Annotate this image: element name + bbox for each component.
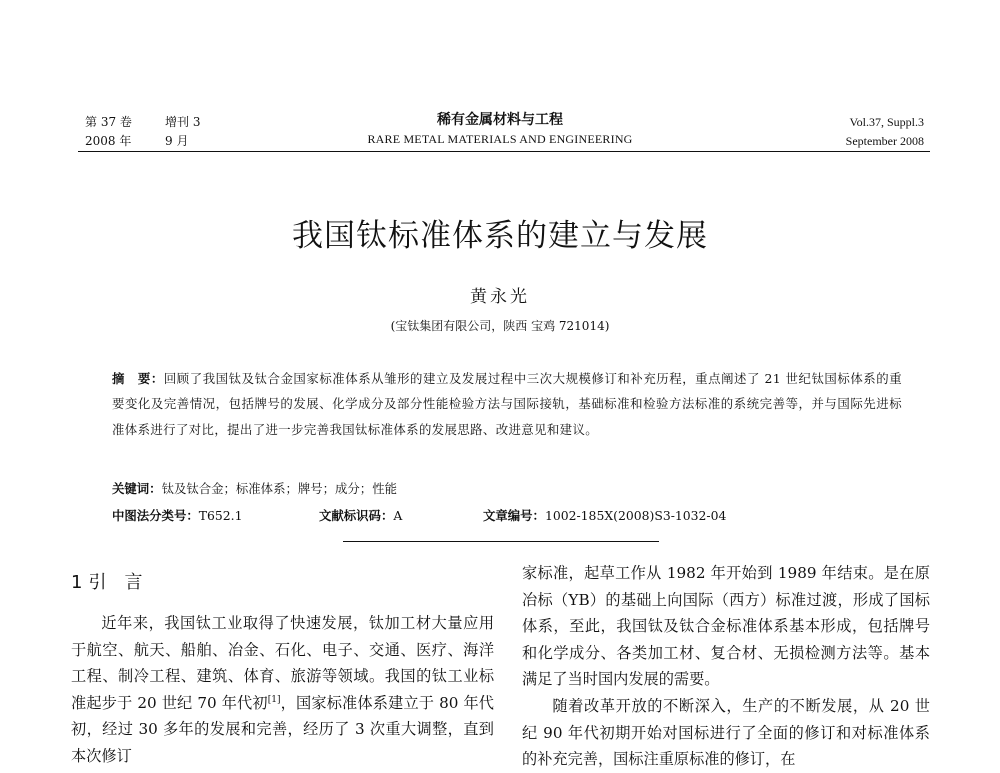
keywords <box>112 479 902 499</box>
article-id-label: 文章编号： <box>483 508 545 523</box>
abstract-text: 回顾了我国钛及钛合金国家标准体系从雏形的建立及发展过程中三次大规模修订和补充历程，重点阐述了 21 世纪钛国标体系的重要变化及完善情况，包括牌号的发展、化学成分及部分性能检验方法与国际接轨，基础标准和检验方法标准的系统完善等，并与国际先进标准体系进行了对比，提出了进一步完善我国钛标准体系的发展思路、改进意见和建议。 <box>112 371 902 437</box>
article-id-field <box>483 506 726 526</box>
supplement-label: 增刊 3 <box>165 115 201 129</box>
header-left <box>85 113 200 151</box>
journal-name <box>300 110 700 149</box>
section-number: 1 <box>71 572 83 593</box>
clc-field <box>112 506 242 526</box>
article-title: 我国钛标准体系的建立与发展 <box>292 218 708 254</box>
section-title: 引 言 <box>88 572 143 593</box>
doc-code-field <box>319 506 402 526</box>
abstract-label: 摘 要： <box>112 371 164 386</box>
article-author: 黄永光 <box>470 287 530 307</box>
year-label: 2008 年 <box>85 134 132 148</box>
date-en: September 2008 <box>845 134 924 148</box>
doc-code-value: A <box>393 508 403 523</box>
abstract-divider <box>343 541 659 542</box>
right-paragraph-1: 家标准，起草工作从 1982 年开始到 1989 年结束。是在原冶标（YB）的基础上向国际（西方）标准过渡，形成了国标体系，至此，我国钛及钛合金标准体系基本形成，包括牌号和化学成分、各类加工材、复合材、无损检测方法等。基本满足了当时国内发展的需要。 <box>522 564 930 689</box>
clc-value: T652.1 <box>198 508 243 523</box>
keywords-label: 关键词： <box>112 481 162 496</box>
body-column-right <box>522 560 930 773</box>
citation-ref[interactable]: [1] <box>267 694 281 705</box>
abstract <box>112 366 902 442</box>
body-column-left <box>71 560 494 770</box>
intro-paragraph-cont: ，国家标准体系建立于 80 年代初，经过 30 多年的发展和完善，经历了 3 次重大调整，直到本次修订 <box>71 693 494 765</box>
volume-label: 第 37 卷 <box>85 115 132 129</box>
clc-label: 中图法分类号： <box>112 508 199 523</box>
intro-paragraph <box>71 610 494 770</box>
journal-name-cn: 稀有金属材料与工程 <box>437 112 563 128</box>
month-label: 9 月 <box>165 134 189 148</box>
intro-paragraph-text: 近年来，我国钛工业取得了快速发展，钛加工材大量应用于航空、航天、船舶、冶金、石化、电子、交通、医疗、海洋工程、制冷工程、建筑、体育、旅游等领域。我国的钛工业标准起步于 20 世纪 70 年代初 <box>71 614 494 712</box>
header-right <box>846 113 924 151</box>
keywords-text: 钛及钛合金；标准体系；牌号；成分；性能 <box>161 481 397 496</box>
volume-en: Vol.37, Suppl.3 <box>849 115 924 129</box>
journal-name-en: RARE METAL MATERIALS AND ENGINEERING <box>367 132 633 146</box>
article-affiliation: (宝钛集团有限公司，陕西 宝鸡 721014) <box>390 319 610 333</box>
section-heading <box>71 560 494 610</box>
header-rule <box>78 151 930 152</box>
doc-code-label: 文献标识码： <box>319 508 394 523</box>
article-id-value: 1002-185X(2008)S3-1032-04 <box>544 508 727 523</box>
right-paragraph-2: 随着改革开放的不断深入，生产的不断发展，从 20 世纪 90 年代初期开始对国标进行了全面的修订和对标准体系的补充完善，国标注重原标准的修订，在 <box>522 696 930 769</box>
